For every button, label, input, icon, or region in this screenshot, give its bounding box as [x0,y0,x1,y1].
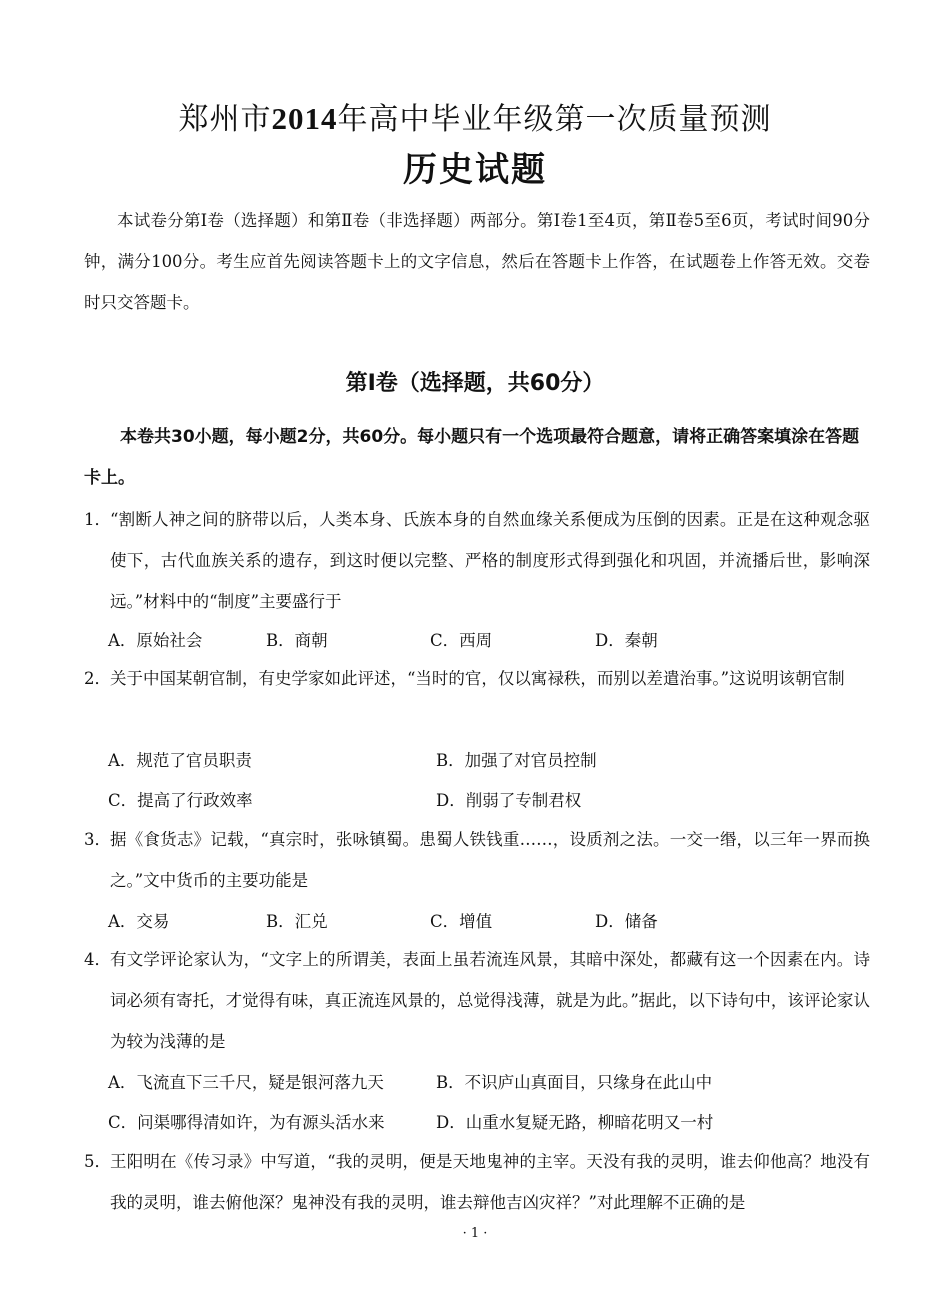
option-a: A．飞流直下三千尺，疑是银河落九天 [108,1073,384,1092]
question-stem: 关于中国某朝官制，有史学家如此评述，“当时的官，仅以寓禄秩，而别以差遣治事。”这说明该朝官制 [110,669,845,688]
section-title: 第Ⅰ卷（选择题，共60分） [345,371,605,396]
question-number: 5． [84,1152,111,1171]
title-year: 2014 [271,101,338,136]
section-instructions: 本卷共30小题，每小题2分，共60分。每小题只有一个选项最符合题意，请将正确答案填涂在答题卡上。 [84,427,860,488]
option-b: B．商朝 [266,631,328,650]
question-number: 3． [84,830,111,849]
option-a: A．交易 [108,912,170,931]
option-b: B．汇兑 [266,912,328,931]
question-2 [84,658,870,699]
title-prefix: 郑州市 [178,102,272,137]
option-d: D．秦朝 [595,631,658,650]
option-c: C．问渠哪得清如许，为有源头活水来 [108,1113,385,1132]
option-d: D．削弱了专制君权 [436,791,582,810]
page-number: · 1 · [462,1226,488,1241]
question-stem: 据《食货志》记载，“真宗时，张咏镇蜀。患蜀人铁钱重……，设质剂之法。一交一缗，以三年一界而换之。”文中货币的主要功能是 [110,830,870,890]
question-1 [84,499,870,622]
question-stem: “割断人神之间的脐带以后，人类本身、氏族本身的自然血缘关系便成为压倒的因素。正是在这种观念驱使下，古代血族关系的遗存，到这时便以完整、严格的制度形式得到强化和巩固，并流播后世，影响深远。”材料中的“制度”主要盛行于 [110,510,870,611]
question-number: 2． [84,669,111,688]
title-suffix: 年高中毕业年级第一次质量预测 [337,102,772,137]
exam-intro: 本试卷分第Ⅰ卷（选择题）和第Ⅱ卷（非选择题）两部分。第Ⅰ卷1至4页，第Ⅱ卷5至6页，考试时间90分钟，满分100分。考生应首先阅读答题卡上的文字信息，然后在答题卡上作答，在试题卷上作答无效。交卷时只交答题卡。 [84,211,870,312]
option-b: B．不识庐山真面目，只缘身在此山中 [436,1073,713,1092]
option-d: D．山重水复疑无路，柳暗花明又一村 [436,1113,714,1132]
question-3 [84,819,870,901]
question-stem: 有文学评论家认为，“文字上的所谓美，表面上虽若流连风景，其暗中深处，都藏有这一个因素在内。诗词必须有寄托，才觉得有味，真正流连风景的，总觉得浅薄，就是为此。”据此，以下诗句中，该评论家认为较为浅薄的是 [110,950,870,1051]
exam-title [0,94,950,138]
subject-title: 历史试题 [403,150,547,190]
option-d: D．储备 [595,912,658,931]
option-b: B．加强了对官员控制 [436,751,597,770]
option-a: A．原始社会 [108,631,203,650]
question-number: 1． [84,510,111,529]
option-c: C．西周 [430,631,493,650]
question-stem: 王阳明在《传习录》中写道，“我的灵明，便是天地鬼神的主宰。天没有我的灵明，谁去仰他高？地没有我的灵明，谁去俯他深？鬼神没有我的灵明，谁去辩他吉凶灾祥？”对此理解不正确的是 [110,1152,870,1212]
question-5 [84,1141,870,1223]
question-number: 4． [84,950,111,969]
question-4 [84,939,870,1062]
option-c: C．增值 [430,912,493,931]
option-c: C．提高了行政效率 [108,791,253,810]
option-a: A．规范了官员职责 [108,751,252,770]
